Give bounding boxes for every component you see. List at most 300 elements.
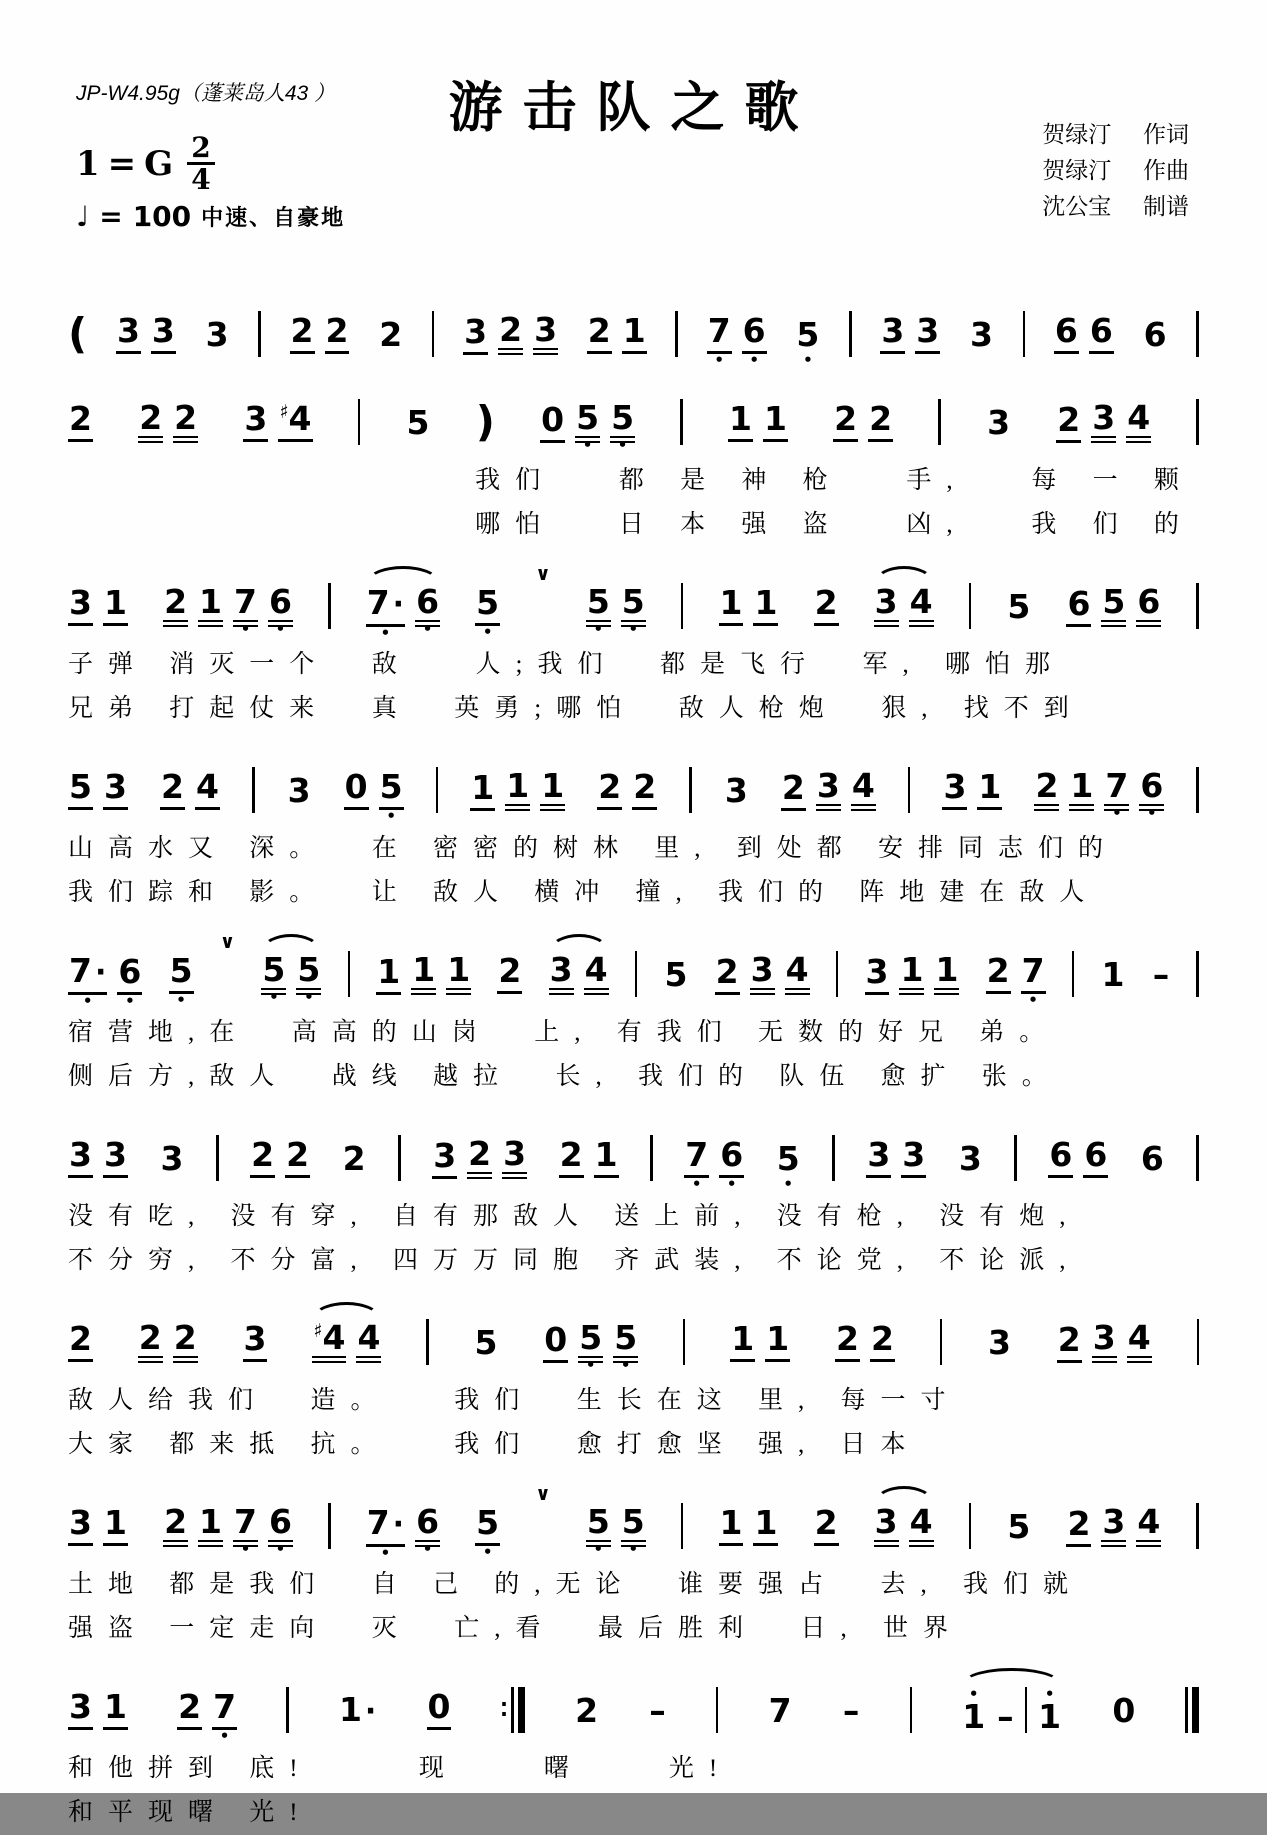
barline bbox=[258, 311, 261, 357]
note: 5 bbox=[1101, 585, 1126, 627]
beam-group bbox=[1101, 954, 1126, 994]
note: 5 • bbox=[776, 1142, 801, 1175]
barline bbox=[1025, 1687, 1028, 1733]
quarter-note-icon: ♩ bbox=[76, 200, 90, 233]
note: 3 bbox=[68, 586, 93, 626]
barline bbox=[216, 1135, 219, 1181]
sharp-icon: ♯ bbox=[279, 401, 289, 423]
note: 1 bbox=[540, 769, 565, 811]
barline bbox=[908, 767, 911, 813]
lyric-line: 哪怕 日 本 强 盗 凶, 我 们 的 bbox=[475, 511, 1194, 538]
beam-group bbox=[715, 950, 810, 995]
key-prefix: 1 bbox=[76, 143, 100, 184]
beam-group bbox=[587, 311, 647, 354]
note: 1 bbox=[198, 585, 223, 627]
credit-name: 贺绿汀 bbox=[1042, 122, 1112, 147]
note: 1 bbox=[103, 1690, 128, 1730]
note: 6 • bbox=[742, 314, 767, 354]
note: 1 bbox=[899, 953, 924, 995]
note: 0 bbox=[540, 403, 565, 443]
beam-group bbox=[719, 583, 779, 626]
note: 3 bbox=[958, 1138, 982, 1178]
beam-group bbox=[68, 1135, 128, 1178]
note: 7 • bbox=[1104, 769, 1129, 811]
end-repeat-barline bbox=[501, 1687, 525, 1733]
beam-group bbox=[586, 1502, 646, 1547]
barline bbox=[1196, 951, 1199, 997]
barline bbox=[938, 399, 941, 445]
barline bbox=[328, 1503, 331, 1549]
sharp-icon: ♯ bbox=[313, 1320, 323, 1342]
beam-group bbox=[376, 950, 471, 995]
beam-group bbox=[730, 1319, 790, 1362]
lyric-line: 侧后方,敌人 战线 越拉 长, 我们的 队伍 愈扩 张。 bbox=[68, 1063, 1062, 1090]
tempo-bpm: 100 bbox=[132, 200, 192, 233]
note: 2 bbox=[173, 401, 198, 443]
barline bbox=[969, 583, 972, 629]
note: 2 bbox=[870, 1322, 895, 1362]
tempo-equals: = bbox=[99, 200, 123, 233]
note: 3 bbox=[549, 953, 574, 995]
note: 4 bbox=[1126, 401, 1151, 443]
beam-group bbox=[116, 311, 176, 354]
note: 7 • bbox=[707, 314, 732, 354]
note: 3 bbox=[243, 402, 268, 442]
note: 2 bbox=[835, 1322, 860, 1362]
credit-role: 作词 bbox=[1143, 122, 1189, 147]
note: 3 bbox=[942, 770, 967, 810]
beam-group bbox=[728, 399, 788, 442]
music-line bbox=[68, 931, 1199, 1003]
score-header bbox=[68, 55, 1199, 275]
note: 4 bbox=[909, 1505, 934, 1547]
note: 3 bbox=[68, 1138, 93, 1178]
beam-group bbox=[163, 582, 293, 627]
beam-group bbox=[68, 1319, 93, 1362]
note: 7 bbox=[768, 1690, 792, 1730]
note: 6 bbox=[1083, 1138, 1108, 1178]
beam-group bbox=[205, 314, 230, 354]
barline bbox=[1023, 311, 1026, 357]
note: 1 bbox=[470, 771, 495, 811]
note: 5 • bbox=[795, 318, 820, 351]
thick-bar bbox=[518, 1687, 525, 1733]
credit-lyricist bbox=[1042, 117, 1189, 153]
note: 1 bbox=[765, 1322, 790, 1362]
beam-group bbox=[138, 1318, 198, 1363]
beam-group bbox=[1006, 1506, 1031, 1546]
lyric-line: 大家 都来抵 抗。 我们 愈打愈坚 强, 日本 bbox=[68, 1431, 921, 1458]
note: 1 bbox=[763, 402, 788, 442]
note: 5 • bbox=[586, 1505, 611, 1547]
credit-composer bbox=[1042, 153, 1189, 189]
note: 1 bbox=[977, 770, 1002, 810]
slur-group bbox=[549, 950, 609, 995]
note: 2 bbox=[467, 1137, 492, 1179]
note: 2 bbox=[587, 314, 612, 354]
breath-mark-icon: ∨ bbox=[219, 931, 236, 953]
note: 6 bbox=[1136, 585, 1161, 627]
note: 3 bbox=[1101, 1505, 1126, 1547]
note: ♯4 bbox=[312, 1321, 346, 1363]
key-letter: G bbox=[144, 143, 174, 184]
note: 6 • bbox=[415, 585, 440, 627]
lyric-line: 强盗 一定走向 灭 亡,看 最后胜利 日, 世界 bbox=[68, 1615, 964, 1642]
tempo-expression: 中速、自豪地 bbox=[201, 205, 346, 230]
note: 2 bbox=[250, 1138, 275, 1178]
music-system bbox=[68, 393, 1199, 547]
beam-group bbox=[942, 767, 1002, 810]
augmentation-dot: · bbox=[392, 1507, 405, 1542]
beam-group bbox=[475, 1503, 500, 1546]
note: 6 bbox=[1054, 314, 1079, 354]
lyric-line: 不分穷, 不分富, 四万万同胞 齐武装, 不论党, 不论派, bbox=[68, 1247, 1081, 1274]
final-barline bbox=[1185, 1687, 1199, 1733]
note: 2 bbox=[342, 1138, 366, 1178]
note: 3 bbox=[116, 314, 141, 354]
barline bbox=[849, 311, 852, 357]
note: 2 bbox=[160, 770, 185, 810]
note: 3 bbox=[866, 1138, 891, 1178]
note: 1 bbox=[103, 586, 128, 626]
note: 2 bbox=[68, 402, 93, 442]
note: 3 bbox=[915, 314, 940, 354]
lyric-line: 我们踪和 影。 让 敌人 横冲 撞, 我们的 阵地建在敌人 bbox=[68, 879, 1100, 906]
credit-transcriber bbox=[1042, 189, 1189, 225]
beam-group bbox=[68, 767, 128, 810]
note: 7 • bbox=[233, 1505, 258, 1547]
thin-bar bbox=[511, 1687, 514, 1733]
beam-group bbox=[814, 583, 839, 626]
barline bbox=[1072, 951, 1075, 997]
note: 3 bbox=[865, 955, 890, 995]
beam-group bbox=[586, 582, 646, 627]
note: 2 bbox=[177, 1690, 202, 1730]
slur-group bbox=[874, 1502, 934, 1547]
note: 6 • bbox=[1139, 769, 1164, 811]
beam-group bbox=[1066, 582, 1161, 627]
music-line bbox=[68, 563, 1199, 635]
note: 6 • bbox=[415, 1505, 440, 1547]
note: 5 • bbox=[610, 401, 635, 443]
note: 5 • bbox=[578, 1321, 603, 1363]
note: 3 bbox=[724, 770, 748, 810]
note: 2 bbox=[597, 770, 622, 810]
barline bbox=[252, 767, 255, 813]
music-system bbox=[68, 1681, 1199, 1835]
credit-name: 沈公宝 bbox=[1042, 194, 1112, 219]
barline bbox=[286, 1687, 289, 1733]
lyric-line: 土地 都是我们 自 己 的,无论 谁要强占 去, 我们就 bbox=[68, 1571, 1084, 1598]
note: 3 bbox=[874, 1505, 899, 1547]
note: 3 bbox=[68, 1506, 93, 1546]
barline bbox=[832, 1135, 835, 1181]
beam-group bbox=[497, 951, 522, 994]
music-system bbox=[68, 1483, 1199, 1651]
augmentation-dot: · bbox=[94, 954, 107, 990]
note: 5 • bbox=[621, 1505, 646, 1547]
beam-group bbox=[814, 1503, 839, 1546]
beam-group bbox=[684, 1135, 744, 1178]
beam-group bbox=[463, 310, 558, 355]
beam-group bbox=[338, 1690, 377, 1729]
beam-group bbox=[1057, 1318, 1152, 1363]
beam-group bbox=[986, 402, 1011, 442]
beam-group bbox=[543, 1318, 638, 1363]
barline bbox=[681, 1503, 684, 1549]
barline bbox=[1196, 311, 1199, 357]
music-line bbox=[68, 1681, 1199, 1739]
note: 5 bbox=[68, 770, 93, 810]
beam-group bbox=[540, 398, 635, 443]
note: 1 bbox=[934, 953, 959, 995]
note: 3 bbox=[463, 315, 488, 355]
beam-group bbox=[68, 399, 93, 442]
note: 5 • bbox=[586, 585, 611, 627]
note: 5 bbox=[1007, 1506, 1031, 1546]
beam-group bbox=[432, 1134, 527, 1179]
augmentation-dot: · bbox=[364, 1694, 377, 1729]
beam-group bbox=[833, 399, 893, 442]
note: 5 • bbox=[575, 401, 600, 443]
note: 5 bbox=[664, 954, 688, 994]
note: 3 bbox=[988, 1322, 1011, 1362]
note: 1 · bbox=[338, 1690, 377, 1729]
beam-group bbox=[160, 767, 220, 810]
barline bbox=[680, 399, 683, 445]
note: 2 bbox=[575, 1690, 599, 1730]
thick-bar bbox=[1192, 1687, 1199, 1733]
beam-group bbox=[574, 1690, 599, 1730]
barline bbox=[328, 583, 331, 629]
note: 7 · • bbox=[68, 954, 107, 995]
note: 2 bbox=[1056, 403, 1081, 443]
breath-mark-icon: ∨ bbox=[535, 563, 551, 585]
note: ♯4 bbox=[278, 402, 312, 442]
note: 5 • bbox=[169, 954, 194, 994]
note: 5 • bbox=[261, 953, 286, 995]
note: 1 bbox=[505, 769, 530, 811]
barline bbox=[1197, 1319, 1200, 1365]
note: 1 bbox=[103, 1506, 128, 1546]
credits bbox=[1042, 117, 1189, 225]
beam-group bbox=[378, 314, 403, 354]
barline bbox=[358, 399, 361, 445]
beam-group bbox=[470, 766, 565, 811]
slur-group bbox=[961, 1687, 1062, 1736]
beam-group bbox=[719, 1503, 779, 1546]
time-upper: 2 bbox=[187, 133, 214, 165]
music-system bbox=[68, 761, 1199, 915]
beam-group bbox=[724, 770, 749, 810]
beam-group bbox=[1152, 954, 1171, 994]
note: 3 bbox=[874, 585, 899, 627]
note: 3 bbox=[151, 314, 176, 354]
note: 3 bbox=[880, 314, 905, 354]
note: 2 bbox=[379, 314, 403, 354]
note: 2 bbox=[868, 402, 893, 442]
barline bbox=[836, 951, 839, 997]
note: 7 • bbox=[212, 1690, 237, 1730]
barline bbox=[398, 1135, 401, 1181]
beam-group bbox=[177, 1687, 237, 1730]
beam-group bbox=[474, 1322, 499, 1362]
note: 3 bbox=[103, 1138, 128, 1178]
beam-group bbox=[68, 1503, 128, 1546]
beam-group bbox=[138, 398, 198, 443]
lyric-line: 宿营地,在 高高的山岗 上, 有我们 无数的好兄 弟。 bbox=[68, 1019, 1060, 1046]
note: 4 bbox=[584, 953, 609, 995]
note: 3 bbox=[1092, 1321, 1117, 1363]
note: 3 bbox=[816, 769, 841, 811]
music-line bbox=[68, 305, 1199, 363]
note: 2 bbox=[1066, 1507, 1091, 1547]
slur-group bbox=[312, 1318, 381, 1363]
beam-group bbox=[986, 951, 1046, 994]
note: 4 bbox=[356, 1321, 381, 1363]
beam-group bbox=[1143, 314, 1168, 354]
music-line bbox=[68, 1483, 1199, 1555]
note: 5 bbox=[406, 402, 430, 442]
beam-group bbox=[648, 1690, 667, 1730]
note: 1 bbox=[753, 586, 778, 626]
note: 6 • bbox=[268, 1505, 293, 1547]
music-system bbox=[68, 305, 1199, 363]
beam-group bbox=[1056, 398, 1151, 443]
note: 2 bbox=[833, 402, 858, 442]
note: 1 bbox=[1101, 954, 1125, 994]
note: 7 · • bbox=[366, 1506, 405, 1547]
note: 3 bbox=[502, 1137, 527, 1179]
note: 1 bbox=[411, 953, 436, 995]
beam-group bbox=[405, 402, 430, 442]
note: 3 bbox=[243, 1322, 268, 1362]
note: 6 • bbox=[117, 955, 142, 995]
note: 3 bbox=[901, 1138, 926, 1178]
note: 3 bbox=[287, 770, 311, 810]
barline bbox=[1196, 399, 1199, 445]
beam-group bbox=[243, 1319, 268, 1362]
slur-group bbox=[874, 582, 934, 627]
note: 4 bbox=[1127, 1321, 1152, 1363]
note: 2 bbox=[781, 771, 806, 811]
key-time-signature bbox=[76, 133, 215, 195]
note: 1 bbox=[728, 402, 753, 442]
lyric-line: 子弹 消灭一个 敌 人;我们 都是飞行 军, 哪怕那 bbox=[68, 651, 1065, 678]
note: 6 bbox=[1089, 314, 1114, 354]
note: • 1 bbox=[1037, 1700, 1062, 1733]
beam-group bbox=[1140, 1138, 1165, 1178]
note: 4 bbox=[1136, 1505, 1161, 1547]
beam-group bbox=[1111, 1690, 1136, 1730]
note: 5 • bbox=[475, 1506, 500, 1546]
music-line bbox=[68, 1313, 1199, 1371]
note: 5 • bbox=[379, 770, 404, 810]
note: 0 bbox=[427, 1690, 452, 1730]
beam-group bbox=[865, 950, 960, 995]
beam-group bbox=[776, 1138, 801, 1178]
barline bbox=[689, 767, 692, 813]
note: 6 bbox=[1066, 587, 1091, 627]
note: 1 bbox=[198, 1505, 223, 1547]
beam-group bbox=[835, 1319, 895, 1362]
lyric-line: 和他拼到 底! 现 曙 光! bbox=[68, 1755, 733, 1782]
barline bbox=[1196, 1503, 1199, 1549]
note: 5 bbox=[474, 1322, 498, 1362]
repeat-dots: ∶ bbox=[500, 1695, 508, 1724]
key-equals: = bbox=[107, 143, 137, 184]
tempo-marking bbox=[76, 200, 345, 233]
time-signature bbox=[187, 133, 214, 195]
note: 2 bbox=[497, 954, 522, 994]
note: 2 bbox=[138, 401, 163, 443]
note: 1 bbox=[1069, 769, 1094, 811]
slur-group bbox=[366, 582, 440, 627]
note: 1 bbox=[719, 1506, 744, 1546]
note: 0 bbox=[1112, 1690, 1136, 1730]
credit-name: 贺绿汀 bbox=[1042, 158, 1112, 183]
note: 1 bbox=[446, 953, 471, 995]
music-system bbox=[68, 931, 1199, 1099]
lyric-line: 兄弟 打起仗来 真 英勇;哪怕 敌人枪炮 狠, 找不到 bbox=[68, 695, 1084, 722]
note: 5 • bbox=[621, 585, 646, 627]
note: 4 bbox=[909, 585, 934, 627]
beam-group bbox=[842, 1690, 861, 1730]
note: 2 bbox=[138, 1321, 163, 1363]
slur-group bbox=[261, 950, 321, 995]
note: 2 bbox=[632, 770, 657, 810]
note: 7 • bbox=[1021, 954, 1046, 994]
beam-group bbox=[342, 1138, 367, 1178]
beam-group bbox=[243, 399, 312, 442]
music-system bbox=[68, 1313, 1199, 1467]
beam-group bbox=[160, 1138, 185, 1178]
note: 2 bbox=[715, 955, 740, 995]
note: – bbox=[649, 1690, 666, 1730]
note: 2 bbox=[163, 1505, 188, 1547]
music-line bbox=[68, 393, 1199, 451]
note: – bbox=[842, 1690, 860, 1730]
note: 3 bbox=[103, 770, 128, 810]
barline bbox=[681, 583, 684, 629]
barline bbox=[348, 951, 351, 997]
note: 1 bbox=[730, 1322, 755, 1362]
note: 1 bbox=[719, 586, 744, 626]
note: 3 bbox=[432, 1139, 457, 1179]
note: 3 bbox=[987, 402, 1011, 442]
note: 6 bbox=[1140, 1138, 1164, 1178]
catalog-label: JP-W4.95g（蓬莱岛人43 ） bbox=[76, 82, 336, 105]
beam-group bbox=[1048, 1135, 1108, 1178]
note: 2 bbox=[290, 314, 315, 354]
note: 1 bbox=[594, 1138, 619, 1178]
note: 6 • bbox=[719, 1138, 744, 1178]
barline bbox=[1196, 583, 1199, 629]
lyric-line: 山高水又 深。 在 密密的树林 里, 到处都 安排同志们的 bbox=[68, 835, 1119, 862]
time-lower: 4 bbox=[191, 163, 211, 197]
note: 2 bbox=[163, 585, 188, 627]
lyric-line: 我们 都 是 神 枪 手, 每 一 颗 bbox=[475, 467, 1194, 494]
barline bbox=[432, 311, 435, 357]
note: 2 bbox=[814, 1506, 839, 1546]
note: 6 bbox=[1143, 314, 1167, 354]
beam-group bbox=[163, 1502, 293, 1547]
close-paren: ) bbox=[475, 397, 495, 446]
note: 1 bbox=[622, 314, 647, 354]
beam-group bbox=[707, 311, 767, 354]
augmentation-dot: · bbox=[392, 587, 405, 622]
note: 2 bbox=[559, 1138, 584, 1178]
